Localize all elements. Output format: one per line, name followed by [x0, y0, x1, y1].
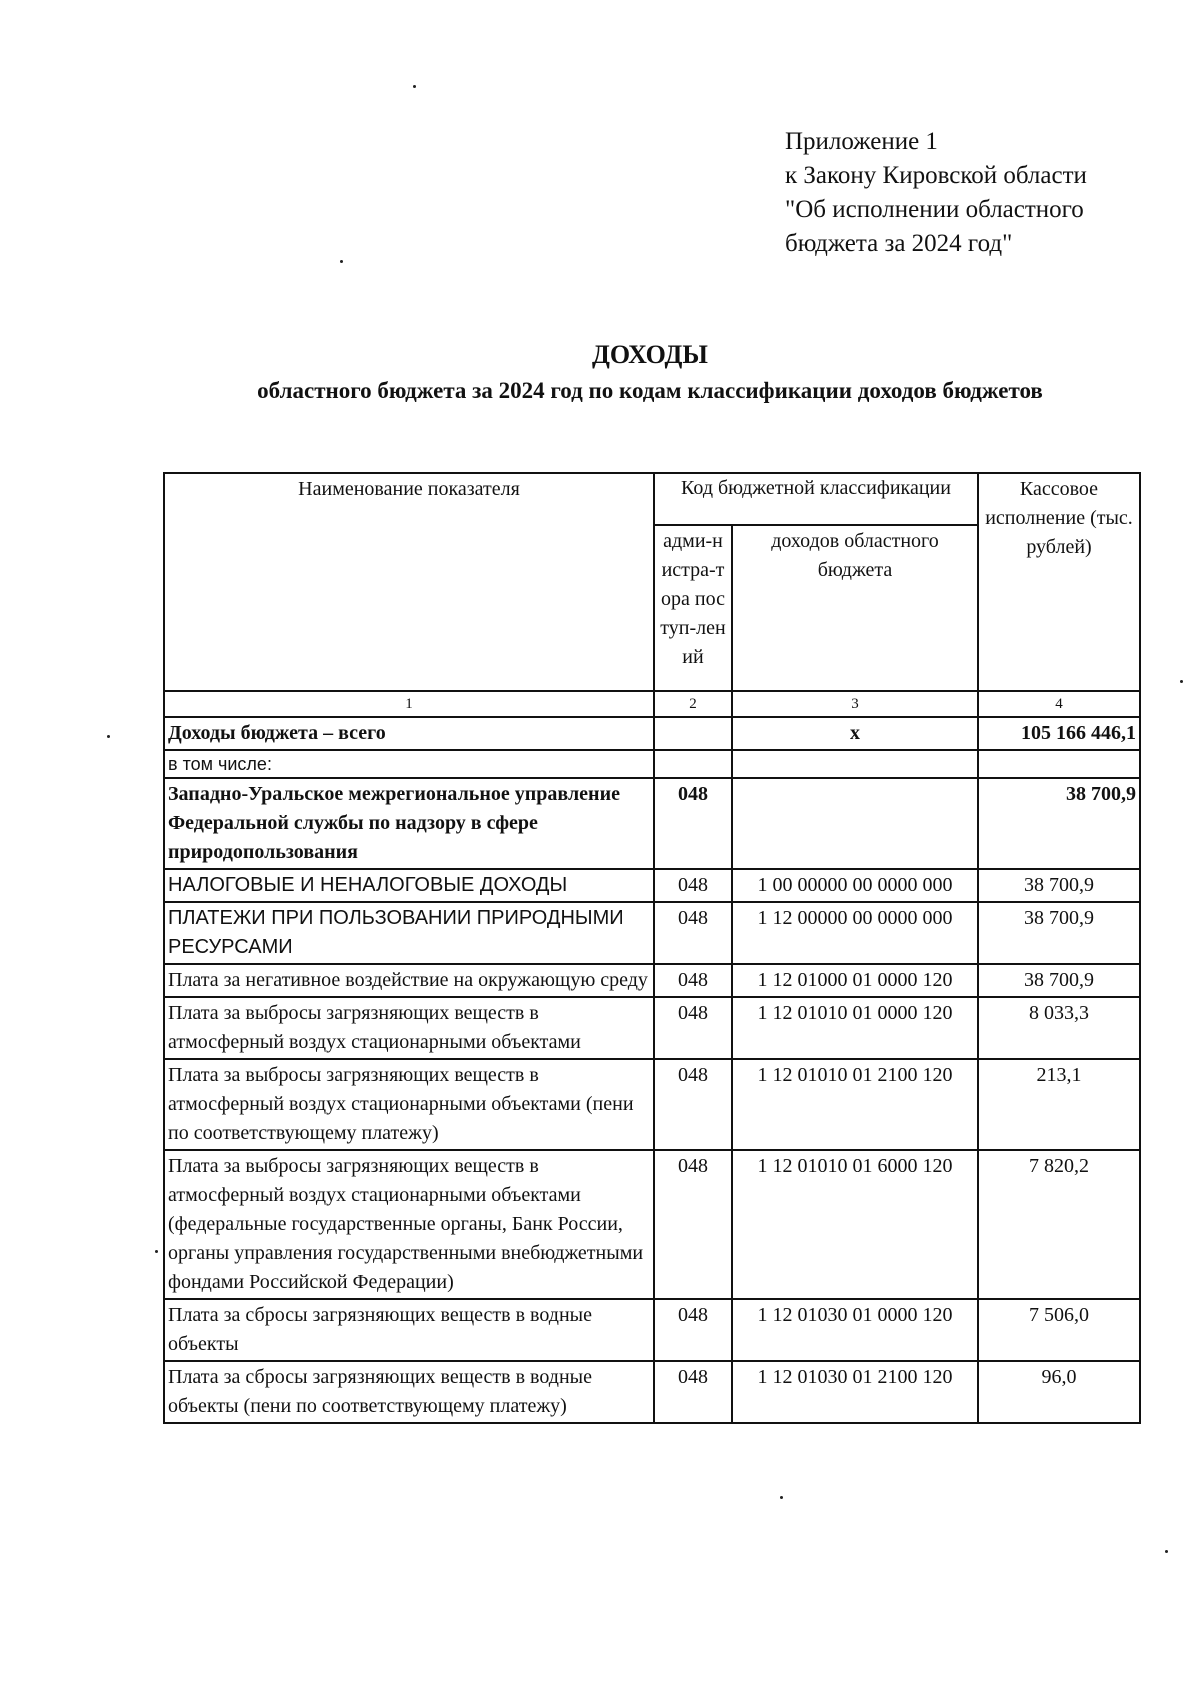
row-sum: 7 506,0: [978, 1299, 1140, 1361]
row-sum: 213,1: [978, 1059, 1140, 1150]
row-sum: 38 700,9: [978, 869, 1140, 902]
row-admin: 048: [654, 902, 732, 964]
row-code: 1 12 01010 01 6000 120: [732, 1150, 978, 1299]
table-row: [164, 902, 1140, 964]
row-sum: 38 700,9: [978, 902, 1140, 964]
row-sum: 96,0: [978, 1361, 1140, 1423]
appendix-line-4: бюджета за 2024 год": [785, 230, 1013, 257]
row-code: 1 12 01000 01 0000 120: [732, 964, 978, 997]
scan-speck: [155, 1250, 158, 1253]
row-name: Плата за сбросы загрязняющих веществ в водные объекты (пени по соответствующему платежу): [164, 1361, 654, 1423]
col-number-4: 4: [978, 691, 1140, 717]
document-title: ДОХОДЫ: [592, 340, 708, 369]
empty-cell: [654, 750, 732, 778]
scan-speck: [107, 735, 110, 738]
row-admin: 048: [654, 869, 732, 902]
appendix-note: [785, 125, 1087, 261]
total-sum: 105 166 446,1: [978, 717, 1140, 750]
header-admin: адми-нистра-тора поступ-лений: [654, 525, 732, 691]
empty-cell: [732, 750, 978, 778]
table-row: [164, 997, 1140, 1059]
row-sum: 38 700,9: [978, 964, 1140, 997]
row-code: 1 00 00000 00 0000 000: [732, 869, 978, 902]
agency-sum: 38 700,9: [978, 778, 1140, 869]
header-income: доходов областного бюджета: [732, 525, 978, 691]
row-name: Плата за выбросы загрязняющих веществ в атмосферный воздух стационарными объектами: [164, 997, 654, 1059]
row-admin: 048: [654, 964, 732, 997]
agency-name: Западно-Уральское межрегиональное управление Федеральной службы по надзору в сфере природопользования: [164, 778, 654, 869]
table-row: [164, 1150, 1140, 1299]
document-subtitle: областного бюджета за 2024 год по кодам классификации доходов бюджетов: [257, 378, 1043, 403]
table-row: [164, 869, 1140, 902]
header-name: Наименование показателя: [164, 473, 654, 691]
appendix-line-1: Приложение 1: [785, 128, 938, 155]
table-row: [164, 1299, 1140, 1361]
revenue-table: [163, 472, 1141, 1424]
row-name: ПЛАТЕЖИ ПРИ ПОЛЬЗОВАНИИ ПРИРОДНЫМИ РЕСУРСАМИ: [164, 902, 654, 964]
col-number-3: 3: [732, 691, 978, 717]
table-row: [164, 1361, 1140, 1423]
total-admin: [654, 717, 732, 750]
scan-speck: [1165, 1550, 1168, 1553]
total-name: Доходы бюджета – всего: [164, 717, 654, 750]
row-admin: 048: [654, 1299, 732, 1361]
scan-speck: [780, 1496, 783, 1499]
including-row: [164, 750, 1140, 778]
table-row: [164, 1059, 1140, 1150]
row-sum: 7 820,2: [978, 1150, 1140, 1299]
agency-code: [732, 778, 978, 869]
agency-admin: 048: [654, 778, 732, 869]
row-admin: 048: [654, 1150, 732, 1299]
appendix-line-3: "Об исполнении областного: [785, 196, 1084, 223]
row-admin: 048: [654, 1059, 732, 1150]
row-code: 1 12 00000 00 0000 000: [732, 902, 978, 964]
row-name: Плата за сбросы загрязняющих веществ в водные объекты: [164, 1299, 654, 1361]
row-code: 1 12 01030 01 0000 120: [732, 1299, 978, 1361]
header-sum: Кассовое исполнение (тыс. рублей): [978, 473, 1140, 691]
col-number-2: 2: [654, 691, 732, 717]
scan-speck: [1180, 680, 1183, 683]
col-number-1: 1: [164, 691, 654, 717]
scan-speck: [340, 260, 343, 263]
scan-speck: [413, 85, 416, 88]
empty-cell: [978, 750, 1140, 778]
row-code: 1 12 01030 01 2100 120: [732, 1361, 978, 1423]
total-row: [164, 717, 1140, 750]
row-admin: 048: [654, 1361, 732, 1423]
row-code: 1 12 01010 01 2100 120: [732, 1059, 978, 1150]
row-code: 1 12 01010 01 0000 120: [732, 997, 978, 1059]
including-label: в том числе:: [164, 750, 654, 778]
row-name: Плата за негативное воздействие на окружающую среду: [164, 964, 654, 997]
total-code: х: [732, 717, 978, 750]
appendix-line-2: к Закону Кировской области: [785, 162, 1087, 189]
row-name: Плата за выбросы загрязняющих веществ в атмосферный воздух стационарными объектами (федеральные государственные органы, Банк России, органы управления государственными внебюджетными фондами Российской Федерации): [164, 1150, 654, 1299]
row-sum: 8 033,3: [978, 997, 1140, 1059]
column-numbers-row: [164, 691, 1140, 717]
table-row: [164, 964, 1140, 997]
header-row-1: [164, 473, 1140, 525]
row-name: Плата за выбросы загрязняющих веществ в атмосферный воздух стационарными объектами (пени по соответствующему платежу): [164, 1059, 654, 1150]
row-name: НАЛОГОВЫЕ И НЕНАЛОГОВЫЕ ДОХОДЫ: [164, 869, 654, 902]
header-code-group: Код бюджетной классификации: [654, 473, 978, 525]
agency-row: [164, 778, 1140, 869]
row-admin: 048: [654, 997, 732, 1059]
